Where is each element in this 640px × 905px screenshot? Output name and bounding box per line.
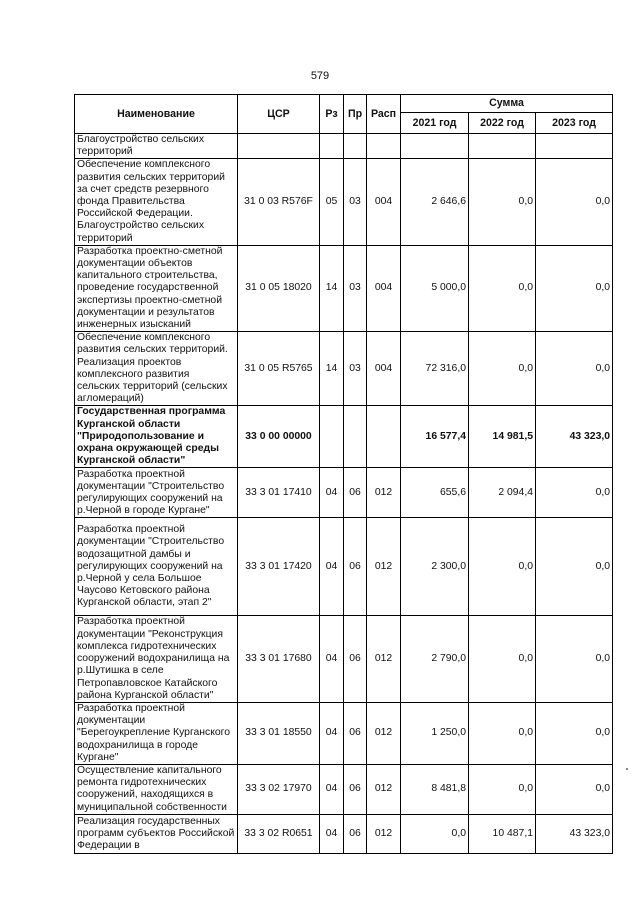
cell-csr: 33 3 02 R0651 xyxy=(238,814,320,853)
header-pr: Пр xyxy=(344,95,367,134)
cell-v2023 xyxy=(536,134,613,159)
cell-rasp xyxy=(367,406,401,468)
cell-rasp xyxy=(367,134,401,159)
header-rz: Рз xyxy=(320,95,344,134)
cell-rasp: 012 xyxy=(367,616,401,702)
cell-csr: 33 3 01 17680 xyxy=(238,616,320,702)
cell-v2021: 2 300,0 xyxy=(401,518,469,616)
cell-v2023: 43 323,0 xyxy=(536,814,613,853)
table-row xyxy=(75,406,613,468)
table-row xyxy=(75,332,613,406)
cell-v2022: 0,0 xyxy=(469,332,536,406)
cell-pr: 06 xyxy=(344,468,367,518)
cell-pr: 06 xyxy=(344,764,367,814)
cell-name: Разработка проектной документации "Реконструкция комплекса гидротехнических сооружений водохранилища на р.Шутишка в селе Петропавловское Катайского района Курганской области" xyxy=(75,616,238,702)
cell-v2023: 0,0 xyxy=(536,468,613,518)
table-row xyxy=(75,616,613,702)
budget-table xyxy=(74,94,613,854)
cell-csr: 31 0 05 18020 xyxy=(238,245,320,331)
cell-v2021: 5 000,0 xyxy=(401,245,469,331)
cell-name: Разработка проектной документации "Берегоукрепление Курганского водохранилища в городе Кургане" xyxy=(75,702,238,764)
cell-csr xyxy=(238,134,320,159)
table-row xyxy=(75,814,613,853)
cell-rasp: 012 xyxy=(367,764,401,814)
cell-pr xyxy=(344,406,367,468)
cell-csr: 33 3 01 17410 xyxy=(238,468,320,518)
cell-rz: 04 xyxy=(320,814,344,853)
cell-rasp: 004 xyxy=(367,332,401,406)
table-row xyxy=(75,159,613,245)
page-number: 579 xyxy=(310,70,330,82)
cell-v2021 xyxy=(401,134,469,159)
cell-name: Обеспечение комплексного развития сельских территорий за счет средств резервного фонда Правительства Российской Федерации. Благоустройство сельских территорий xyxy=(75,159,238,245)
cell-rz: 04 xyxy=(320,764,344,814)
cell-rz: 14 xyxy=(320,332,344,406)
cell-rz: 04 xyxy=(320,702,344,764)
cell-v2022: 14 981,5 xyxy=(469,406,536,468)
cell-name: Осуществление капитального ремонта гидротехнических сооружений, находящихся в муниципальной собственности xyxy=(75,764,238,814)
table-row xyxy=(75,245,613,331)
header-row-top xyxy=(75,95,613,113)
cell-name: Благоустройство сельских территорий xyxy=(75,134,238,159)
cell-v2023: 43 323,0 xyxy=(536,406,613,468)
cell-pr: 03 xyxy=(344,245,367,331)
cell-v2022: 0,0 xyxy=(469,616,536,702)
cell-v2021: 655,6 xyxy=(401,468,469,518)
cell-v2022: 0,0 xyxy=(469,159,536,245)
cell-name: Разработка проектной документации "Строительство регулирующих сооружений на р.Черной в городе Кургане" xyxy=(75,468,238,518)
cell-pr xyxy=(344,134,367,159)
cell-v2023: 0,0 xyxy=(536,518,613,616)
table-row xyxy=(75,518,613,616)
cell-v2021: 72 316,0 xyxy=(401,332,469,406)
cell-rz: 04 xyxy=(320,616,344,702)
cell-csr: 33 3 01 18550 xyxy=(238,702,320,764)
cell-v2021: 1 250,0 xyxy=(401,702,469,764)
cell-name: Разработка проектно-сметной документации объектов капитального строительства, проведение государственной экспертизы проектно-сметной документации и результатов инженерных изысканий xyxy=(75,245,238,331)
cell-v2023: 0,0 xyxy=(536,616,613,702)
cell-pr: 06 xyxy=(344,518,367,616)
cell-v2022: 2 094,4 xyxy=(469,468,536,518)
cell-pr: 06 xyxy=(344,702,367,764)
header-rasp: Расп xyxy=(367,95,401,134)
scan-speck xyxy=(626,768,628,770)
table-row xyxy=(75,702,613,764)
cell-rz xyxy=(320,134,344,159)
cell-name: Обеспечение комплексного развития сельских территорий. Реализация проектов комплексного развития сельских территорий (сельских агломераций) xyxy=(75,332,238,406)
cell-csr: 31 0 05 R5765 xyxy=(238,332,320,406)
header-2022: 2022 год xyxy=(469,113,536,134)
cell-name: Разработка проектной документации "Строительство водозащитной дамбы и регулирующих сооружений на р.Черной у села Большое Чаусово Кетовского района Курганской области, этап 2" xyxy=(75,518,238,616)
cell-v2022: 10 487,1 xyxy=(469,814,536,853)
cell-rz: 04 xyxy=(320,518,344,616)
header-2023: 2023 год xyxy=(536,113,613,134)
cell-rasp: 012 xyxy=(367,518,401,616)
cell-v2023: 0,0 xyxy=(536,764,613,814)
cell-pr: 06 xyxy=(344,814,367,853)
cell-csr: 33 3 01 17420 xyxy=(238,518,320,616)
cell-rz xyxy=(320,406,344,468)
cell-v2022: 0,0 xyxy=(469,518,536,616)
cell-pr: 06 xyxy=(344,616,367,702)
cell-csr: 33 3 02 17970 xyxy=(238,764,320,814)
cell-v2021: 0,0 xyxy=(401,814,469,853)
table-row xyxy=(75,468,613,518)
cell-v2023: 0,0 xyxy=(536,159,613,245)
table-row xyxy=(75,134,613,159)
table-row xyxy=(75,764,613,814)
cell-rasp: 004 xyxy=(367,159,401,245)
header-csr: ЦСР xyxy=(238,95,320,134)
cell-pr: 03 xyxy=(344,159,367,245)
cell-rz: 05 xyxy=(320,159,344,245)
cell-v2021: 8 481,8 xyxy=(401,764,469,814)
cell-csr: 31 0 03 R576F xyxy=(238,159,320,245)
cell-name: Реализация государственных программ субъектов Российской Федерации в xyxy=(75,814,238,853)
cell-v2022 xyxy=(469,134,536,159)
cell-rasp: 012 xyxy=(367,814,401,853)
cell-rz: 04 xyxy=(320,468,344,518)
cell-v2023: 0,0 xyxy=(536,702,613,764)
cell-v2022: 0,0 xyxy=(469,702,536,764)
cell-rz: 14 xyxy=(320,245,344,331)
cell-v2022: 0,0 xyxy=(469,764,536,814)
cell-v2021: 16 577,4 xyxy=(401,406,469,468)
header-2021: 2021 год xyxy=(401,113,469,134)
cell-v2021: 2 646,6 xyxy=(401,159,469,245)
cell-rasp: 012 xyxy=(367,702,401,764)
cell-v2021: 2 790,0 xyxy=(401,616,469,702)
cell-rasp: 004 xyxy=(367,245,401,331)
cell-pr: 03 xyxy=(344,332,367,406)
cell-v2023: 0,0 xyxy=(536,245,613,331)
header-name: Наименование xyxy=(75,95,238,134)
cell-name: Государственная программа Курганской области "Природопользование и охрана окружающей среды Курганской области" xyxy=(75,406,238,468)
cell-v2023: 0,0 xyxy=(536,332,613,406)
cell-rasp: 012 xyxy=(367,468,401,518)
cell-v2022: 0,0 xyxy=(469,245,536,331)
header-sum: Сумма xyxy=(401,95,613,113)
cell-csr: 33 0 00 00000 xyxy=(238,406,320,468)
